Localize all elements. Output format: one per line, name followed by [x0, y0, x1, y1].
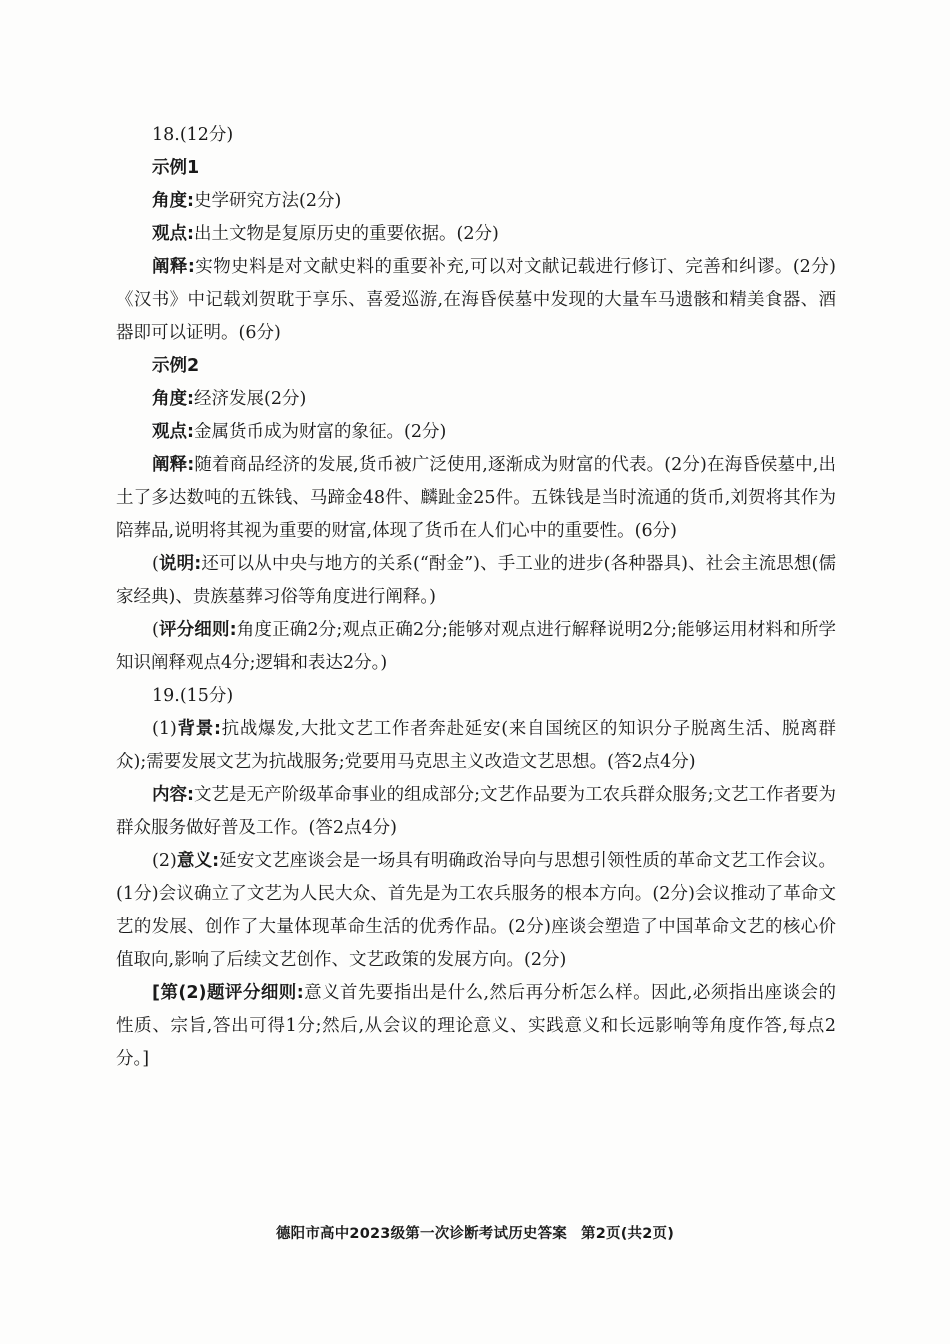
- explain-label: 阐释:: [152, 455, 195, 475]
- page-footer: [0, 1222, 950, 1243]
- q18-note: (说明:还可以从中央与地方的关系(“酎金”)、手工业的进步(各种器具)、社会主流思想(儒家经典)、贵族墓葬习俗等角度进行阐释。): [116, 554, 837, 607]
- q18-scoring-rules: (评分细则:角度正确2分;观点正确2分;能够对观点进行解释说明2分;能够运用材料和所学知识阐释观点4分;逻辑和表达2分。): [116, 620, 836, 673]
- example1-view: 观点:出土文物是复原历史的重要依据。(2分): [152, 224, 499, 244]
- scoring-label: 评分细则:: [158, 620, 237, 640]
- footer-title: 德阳市高中2023级第一次诊断考试历史答案: [275, 1226, 567, 1242]
- significance-label: 意义:: [176, 851, 220, 871]
- example2-view: 观点:金属货币成为财富的象征。(2分): [152, 422, 447, 442]
- example1-title: 示例1: [152, 158, 200, 178]
- q19-heading: 19.(15分): [152, 686, 234, 706]
- view-label: 观点:: [152, 224, 194, 244]
- footer-page-number: 第2页(共2页): [581, 1226, 675, 1242]
- explain-label: 阐释:: [152, 257, 195, 277]
- view-label: 观点:: [152, 422, 194, 442]
- q19-content: 内容:文艺是无产阶级革命事业的组成部分;文艺作品要为工农兵群众服务;文艺工作者要为群众服务做好普及工作。(答2点4分): [116, 785, 836, 838]
- example2-explanation: 阐释:随着商品经济的发展,货币被广泛使用,逐渐成为财富的代表。(2分)在海昏侯墓中,出土了多达数吨的五铢钱、马蹄金48件、麟趾金25件。五铢钱是当时流通的货币,刘贺将其作为陪葬品,说明将其视为重要的财富,体现了货币在人们心中的重要性。(6分): [116, 455, 837, 541]
- example1-angle: 角度:史学研究方法(2分): [152, 191, 342, 211]
- note-label: 说明:: [158, 554, 202, 574]
- content-label: 内容:: [152, 785, 195, 805]
- q19-significance: (2)意义:延安文艺座谈会是一场具有明确政治导向与思想引领性质的革命文艺工作会议。(1分)会议确立了文艺为人民大众、首先是为工农兵服务的根本方向。(2分)会议推动了革命文艺的发展、创作了大量体现革命生活的优秀作品。(2分)座谈会塑造了中国革命文艺的核心价值取向,影响了后续文艺创作、文艺政策的发展方向。(2分): [116, 851, 837, 970]
- angle-label: 角度:: [152, 389, 194, 409]
- background-label: 背景:: [176, 719, 221, 739]
- example2-title: 示例2: [152, 356, 200, 376]
- angle-label: 角度:: [152, 191, 194, 211]
- example2-angle: 角度:经济发展(2分): [152, 389, 307, 409]
- answer-content: [116, 119, 836, 1076]
- q19-scoring-rules: [第(2)题评分细则:意义首先要指出是什么,然后再分析怎么样。因此,必须指出座谈会的性质、宗旨,答出可得1分;然后,从会议的理论意义、实践意义和长远影响等角度作答,每点2分。]: [116, 983, 837, 1069]
- rule-label: [第(2)题评分细则:: [152, 983, 304, 1003]
- q18-heading: 18.(12分): [152, 125, 234, 145]
- example1-explanation: 阐释:实物史料是对文献史料的重要补充,可以对文献记载进行修订、完善和纠谬。(2分)《汉书》中记载刘贺耽于享乐、喜爱巡游,在海昏侯墓中发现的大量车马遗骸和精美食器、酒器即可以证明。(6分): [116, 257, 836, 343]
- q19-background: (1)背景:抗战爆发,大批文艺工作者奔赴延安(来自国统区的知识分子脱离生活、脱离群众);需要发展文艺为抗战服务;党要用马克思主义改造文艺思想。(答2点4分): [116, 719, 836, 772]
